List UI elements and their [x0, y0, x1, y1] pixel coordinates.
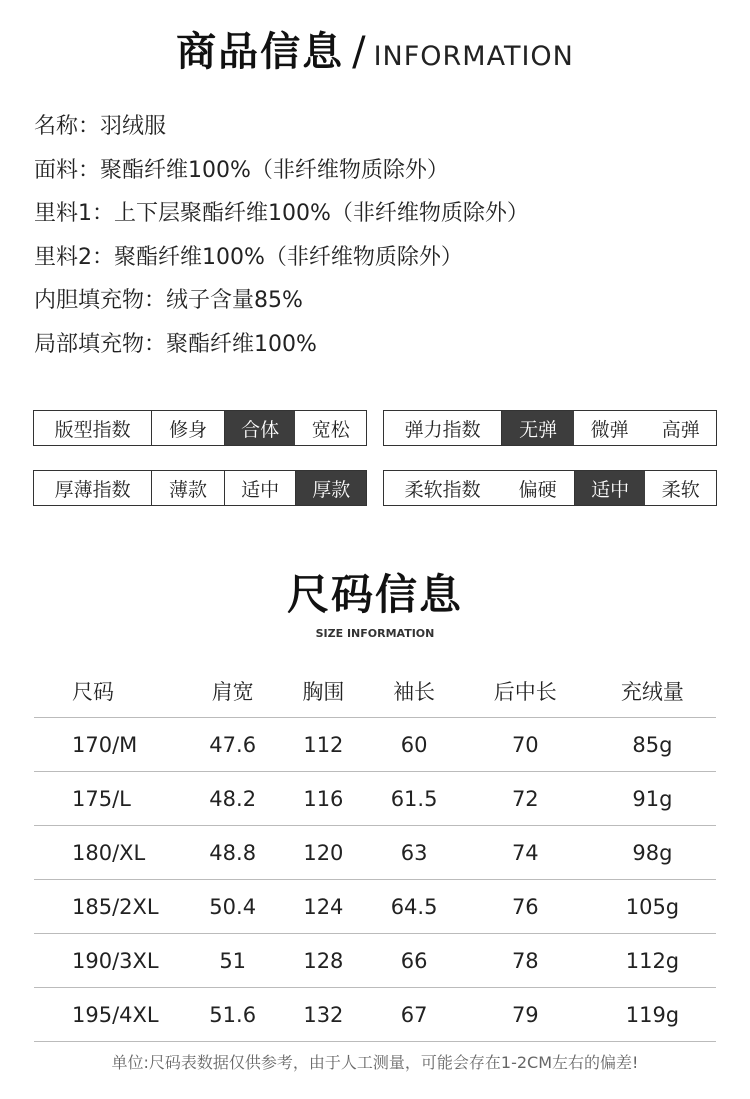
- attribute-lining-1: 里料1：上下层聚酯纤维100%（非纤维物质除外）: [34, 201, 529, 226]
- cell-chest: 116: [280, 772, 366, 826]
- cell-chest: 132: [280, 988, 366, 1042]
- cell-sleeve: 66: [366, 934, 461, 988]
- fit-option-regular: 合体: [224, 411, 296, 445]
- cell-back-length: 79: [462, 988, 589, 1042]
- cell-size: 190/3XL: [34, 934, 185, 988]
- cell-shoulder: 51.6: [185, 988, 280, 1042]
- cell-back-length: 78: [462, 934, 589, 988]
- cell-back-length: 70: [462, 718, 589, 772]
- elasticity-option-none: 无弹: [501, 411, 574, 445]
- product-attributes: [34, 105, 529, 366]
- section-header-information: [0, 20, 750, 77]
- cell-down-fill: 98g: [589, 826, 716, 880]
- thickness-option-medium: 适中: [224, 471, 296, 505]
- fit-option-slim: 修身: [151, 411, 224, 445]
- thickness-option-thin: 薄款: [151, 471, 224, 505]
- table-row: [34, 826, 716, 880]
- fit-index: [33, 410, 367, 446]
- header-sleeve: 袖长: [393, 679, 436, 704]
- thickness-index-label: 厚薄指数: [54, 478, 131, 501]
- cell-back-length: 74: [462, 826, 589, 880]
- header-down-fill: 充绒量: [620, 679, 684, 704]
- attribute-partial-filling: 局部填充物：聚酯纤维100%: [34, 331, 317, 357]
- size-section-title: 尺码信息: [286, 570, 463, 619]
- elasticity-option-high: 高弹: [661, 418, 700, 441]
- cell-chest: 112: [280, 718, 366, 772]
- softness-option-medium: 适中: [574, 471, 646, 505]
- cell-chest: 124: [280, 880, 366, 934]
- attribute-inner-filling: 内胆填充物：绒子含量85%: [34, 288, 303, 313]
- cell-size: 195/4XL: [34, 988, 185, 1042]
- header-shoulder: 肩宽: [211, 679, 254, 704]
- table-row: [34, 880, 716, 934]
- cell-down-fill: 112g: [589, 934, 716, 988]
- cell-shoulder: 48.2: [185, 772, 280, 826]
- cell-shoulder: 51: [185, 934, 280, 988]
- cell-back-length: 76: [462, 880, 589, 934]
- cell-down-fill: 105g: [589, 880, 716, 934]
- cell-sleeve: 64.5: [366, 880, 461, 934]
- cell-size: 175/L: [34, 772, 185, 826]
- header-back-length: 后中长: [493, 679, 557, 704]
- cell-sleeve: 61.5: [366, 772, 461, 826]
- size-table: [34, 664, 716, 1042]
- cell-shoulder: 48.8: [185, 826, 280, 880]
- cell-down-fill: 119g: [589, 988, 716, 1042]
- table-row: [34, 772, 716, 826]
- cell-size: 185/2XL: [34, 880, 185, 934]
- header-chest: 胸围: [302, 679, 345, 704]
- size-table-header-row: [34, 664, 716, 718]
- measurement-footnote: 单位:尺码表数据仅供参考，由于人工测量，可能会存在1-2CM左右的偏差!: [111, 1053, 639, 1072]
- header-size: 尺码: [72, 679, 114, 704]
- softness-index-label: 柔软指数: [404, 478, 481, 501]
- cell-sleeve: 67: [366, 988, 461, 1042]
- size-section-subtitle: SIZE INFORMATION: [315, 627, 435, 640]
- table-row: [34, 934, 716, 988]
- cell-chest: 128: [280, 934, 366, 988]
- title-slash: /: [352, 29, 366, 75]
- table-row: [34, 718, 716, 772]
- elasticity-option-slight: 微弹: [590, 418, 629, 441]
- cell-shoulder: 47.6: [185, 718, 280, 772]
- attribute-fabric: 面料：聚酯纤维100%（非纤维物质除外）: [34, 157, 449, 183]
- attribute-lining-2: 里料2：聚酯纤维100%（非纤维物质除外）: [34, 244, 463, 270]
- section-title-cn: 商品信息: [176, 29, 345, 75]
- section-title-en: INFORMATION: [373, 41, 574, 72]
- elasticity-index: [383, 410, 717, 446]
- cell-sleeve: 60: [366, 718, 461, 772]
- cell-chest: 120: [280, 826, 366, 880]
- attribute-name: 名称：羽绒服: [34, 114, 167, 139]
- fit-option-loose: 宽松: [311, 418, 350, 441]
- fit-index-label: 版型指数: [54, 418, 131, 441]
- cell-size: 170/M: [34, 718, 185, 772]
- thickness-index: [33, 470, 367, 506]
- table-row: [34, 988, 716, 1042]
- cell-down-fill: 85g: [589, 718, 716, 772]
- cell-size: 180/XL: [34, 826, 185, 880]
- softness-option-soft: 柔软: [661, 478, 700, 501]
- softness-index: [383, 470, 717, 506]
- cell-down-fill: 91g: [589, 772, 716, 826]
- softness-option-stiff: 偏硬: [518, 478, 557, 501]
- thickness-option-thick: 厚款: [295, 471, 366, 505]
- cell-back-length: 72: [462, 772, 589, 826]
- cell-shoulder: 50.4: [185, 880, 280, 934]
- cell-sleeve: 63: [366, 826, 461, 880]
- elasticity-index-label: 弹力指数: [404, 418, 481, 441]
